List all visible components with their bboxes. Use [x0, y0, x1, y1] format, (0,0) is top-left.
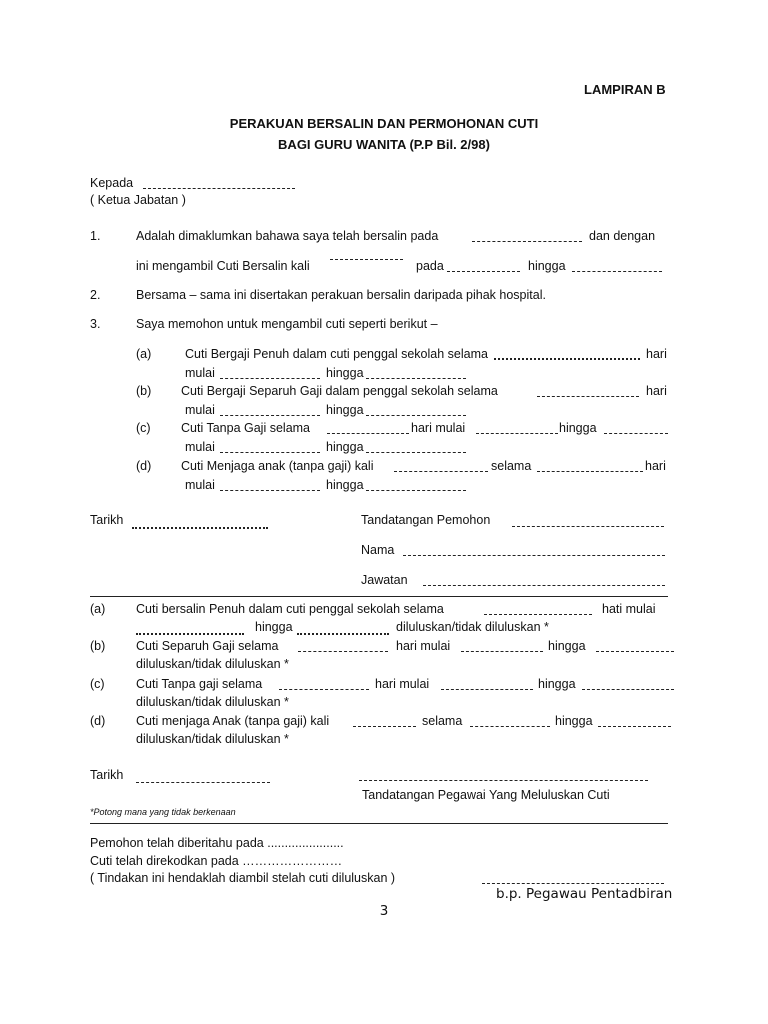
sub-b-mulai-field[interactable]: [220, 415, 320, 416]
approval-b-status: diluluskan/tidak diluluskan *: [136, 657, 289, 671]
sub-a-label: (a): [136, 347, 152, 361]
sub-b-hari: hari: [646, 384, 667, 398]
sub-b-mulai: mulai: [185, 403, 215, 417]
approval-c-status: diluluskan/tidak diluluskan *: [136, 695, 289, 709]
sub-b-text: Cuti Bergaji Separuh Gaji dalam penggal sekolah selama: [181, 384, 498, 398]
lampiran-label: LAMPIRAN B: [584, 82, 666, 97]
approval-c-hingga-field[interactable]: [582, 689, 674, 690]
approval-a-text: Cuti bersalin Penuh dalam cuti penggal sekolah selama: [136, 602, 444, 616]
approval-d-hingga: hingga: [555, 714, 593, 728]
sub-d-mulai-field[interactable]: [220, 490, 320, 491]
item-1-number: 1.: [90, 229, 101, 243]
sub-b-label: (b): [136, 384, 152, 398]
sub-a-hingga-field[interactable]: [366, 378, 466, 379]
officer-tarikh-field[interactable]: [136, 782, 270, 783]
approval-a-selama-field[interactable]: [484, 614, 592, 615]
sub-a-mulai-field[interactable]: [220, 378, 320, 379]
bp-pentadbiran-label: b.p. Pegawau Pentadbiran: [496, 886, 673, 902]
approval-b-selama-field[interactable]: [298, 651, 388, 652]
sub-d-hari: hari: [645, 459, 666, 473]
approval-d-label: (d): [90, 714, 106, 728]
footer-diberitahu: Pemohon telah diberitahu pada ......................: [90, 836, 344, 850]
approval-d-status: diluluskan/tidak diluluskan *: [136, 732, 289, 746]
approval-b-mulai-field[interactable]: [461, 651, 543, 652]
item-3-text: Saya memohon untuk mengambil cuti seperti berikut –: [136, 317, 438, 331]
sub-c-hingga-field-2[interactable]: [366, 452, 466, 453]
section-divider-2: [90, 823, 668, 824]
approval-a-hingga: hingga: [255, 620, 293, 634]
item-2-number: 2.: [90, 288, 101, 302]
sub-c-label: (c): [136, 421, 151, 435]
sub-c-hingga-end: hingga: [559, 421, 597, 435]
approval-c-mulai-field[interactable]: [441, 689, 533, 690]
sub-d-hingga-field[interactable]: [366, 490, 466, 491]
approval-a-mulai-field[interactable]: [136, 633, 244, 635]
sub-d-hingga: hingga: [326, 478, 364, 492]
pada-field[interactable]: [447, 271, 520, 272]
sub-d-text: Cuti Menjaga anak (tanpa gaji) kali: [181, 459, 374, 473]
applicant-tarikh-label: Tarikh: [90, 513, 124, 527]
officer-signature-field[interactable]: [359, 780, 648, 781]
form-title-line2: BAGI GURU WANITA (P.P Bil. 2/98): [278, 137, 490, 152]
officer-signature-label: Tandatangan Pegawai Yang Meluluskan Cuti: [362, 788, 610, 802]
sub-c-mulai: mulai: [185, 440, 215, 454]
sub-b-selama-field[interactable]: [537, 396, 639, 397]
kali-field[interactable]: [330, 259, 403, 260]
approval-a-mulai: hati mulai: [602, 602, 656, 616]
sub-d-selama: selama: [491, 459, 532, 473]
sub-c-mulai-field-2[interactable]: [220, 452, 320, 453]
approval-c-text: Cuti Tanpa gaji selama: [136, 677, 263, 691]
officer-tarikh-label: Tarikh: [90, 768, 124, 782]
sub-b-hingga: hingga: [326, 403, 364, 417]
approval-b-mulai: hari mulai: [396, 639, 451, 653]
approval-b-text: Cuti Separuh Gaji selama: [136, 639, 279, 653]
applicant-jawatan-label: Jawatan: [361, 573, 408, 587]
item-2-text: Bersama – sama ini disertakan perakuan bersalin daripada pihak hospital.: [136, 288, 546, 302]
sub-c-mulai-field[interactable]: [476, 433, 558, 434]
sub-a-text: Cuti Bergaji Penuh dalam cuti penggal sekolah selama: [185, 347, 488, 361]
applicant-nama-field[interactable]: [403, 555, 665, 556]
sub-a-hari: hari: [646, 347, 667, 361]
approval-d-hingga-field[interactable]: [598, 726, 671, 727]
sub-d-label: (d): [136, 459, 152, 473]
item-1-hingga: hingga: [528, 259, 566, 273]
item-1-cuti-kali: ini mengambil Cuti Bersalin kali: [136, 259, 310, 273]
form-title-line1: PERAKUAN BERSALIN DAN PERMOHONAN CUTI: [229, 116, 539, 131]
tarikh-bersalin-field[interactable]: [472, 241, 582, 242]
ketua-jabatan-label: ( Ketua Jabatan ): [90, 193, 186, 207]
sub-c-hingga-end-field[interactable]: [604, 433, 668, 434]
sub-b-hingga-field[interactable]: [366, 415, 466, 416]
footer-direkodkan: Cuti telah direkodkan pada ……………………: [90, 854, 343, 868]
approval-a-status: diluluskan/tidak diluluskan *: [396, 620, 549, 634]
bp-signature-field[interactable]: [482, 883, 664, 884]
approval-d-selama: selama: [422, 714, 463, 728]
section-divider-1: [90, 596, 668, 597]
approval-c-selama-field[interactable]: [279, 689, 369, 690]
approval-d-selama-field[interactable]: [470, 726, 550, 727]
approval-c-mulai: hari mulai: [375, 677, 430, 691]
approval-a-hingga-field[interactable]: [297, 633, 389, 635]
approval-b-label: (b): [90, 639, 106, 653]
sub-c-selama-field[interactable]: [327, 433, 409, 434]
applicant-signature-field[interactable]: [512, 526, 664, 527]
applicant-signature-label: Tandatangan Pemohon: [361, 513, 491, 527]
sub-d-mulai: mulai: [185, 478, 215, 492]
approval-b-hingga-field[interactable]: [596, 651, 674, 652]
approval-c-hingga: hingga: [538, 677, 576, 691]
sub-c-hari-mulai: hari mulai: [411, 421, 466, 435]
sub-d-kali-field[interactable]: [394, 471, 488, 472]
note-potong: *Potong mana yang tidak berkenaan: [90, 807, 236, 817]
applicant-tarikh-field[interactable]: [132, 527, 268, 529]
item-1-dan-dengan: dan dengan: [589, 229, 656, 243]
item-1-text: Adalah dimaklumkan bahawa saya telah bersalin pada: [136, 229, 439, 243]
page-number: 3: [379, 903, 389, 919]
approval-a-label: (a): [90, 602, 106, 616]
sub-c-text: Cuti Tanpa Gaji selama: [181, 421, 311, 435]
approval-d-text: Cuti menjaga Anak (tanpa gaji) kali: [136, 714, 330, 728]
kepada-field[interactable]: [143, 188, 295, 189]
applicant-nama-label: Nama: [361, 543, 395, 557]
sub-c-hingga: hingga: [326, 440, 364, 454]
hingga-field[interactable]: [572, 271, 662, 272]
approval-d-kali-field[interactable]: [353, 726, 416, 727]
applicant-jawatan-field[interactable]: [423, 585, 665, 586]
kepada-label: Kepada: [90, 176, 134, 190]
item-3-number: 3.: [90, 317, 101, 331]
approval-b-hingga: hingga: [548, 639, 586, 653]
sub-a-selama-field[interactable]: [494, 358, 640, 360]
footer-tindakan: ( Tindakan ini hendaklah diambil stelah cuti diluluskan ): [90, 871, 396, 885]
item-1-pada: pada: [416, 259, 444, 273]
sub-a-mulai: mulai: [185, 366, 215, 380]
sub-a-hingga: hingga: [326, 366, 364, 380]
sub-d-selama-field[interactable]: [537, 471, 643, 472]
approval-c-label: (c): [90, 677, 105, 691]
